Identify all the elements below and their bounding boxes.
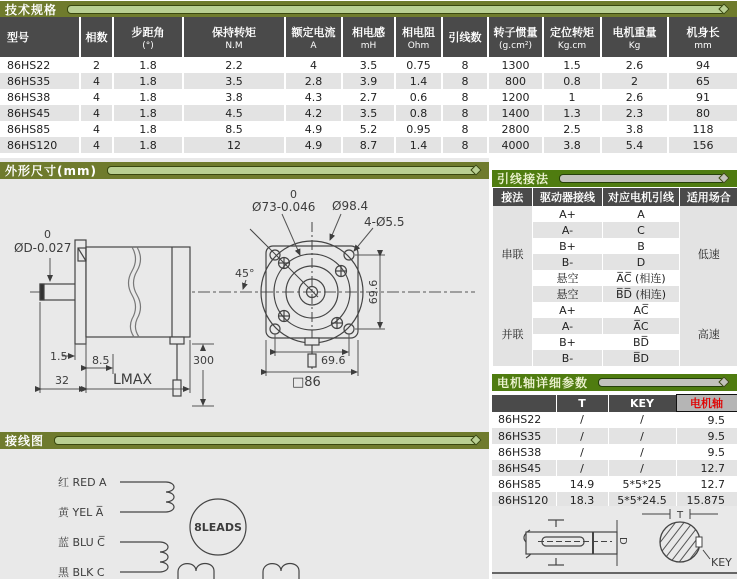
table-cell: 86HS85 [498, 477, 542, 491]
table-cell [492, 395, 556, 412]
table-row [0, 57, 737, 73]
table-cell: 2.6 [601, 57, 668, 73]
table-cell: / [556, 444, 608, 460]
shaft-param-table-body [492, 412, 737, 509]
section-title: 技术规格 [5, 3, 58, 17]
table-cell: 91 [668, 89, 737, 105]
table-cell: A- [533, 222, 603, 238]
table-cell: 电机轴 [676, 395, 737, 412]
table-cell: 8.7 [342, 137, 395, 153]
table-cell: 串联 [493, 206, 533, 302]
table-cell: 156 [668, 137, 737, 153]
table-cell: 2 [80, 57, 113, 73]
table-cell: 86HS120 [7, 138, 58, 152]
table-cell: 型号 [0, 17, 80, 57]
table-cell: 4.9 [285, 137, 342, 153]
table-row [0, 17, 737, 57]
table-cell: 86HS35 [7, 74, 51, 88]
header-stripe-decoration [598, 378, 726, 387]
table-cell: 引线数 [442, 17, 488, 57]
dim-boss-length: 8.5 [92, 354, 110, 367]
shaft-key-label: KEY [711, 556, 732, 569]
shaft-side-view [524, 520, 617, 566]
table-cell: 8 [442, 73, 488, 89]
table-cell: 8 [442, 105, 488, 121]
table-cell: 机身长 mm [668, 17, 737, 57]
table-cell: / [608, 428, 676, 444]
table-cell: 适用场合 [680, 188, 737, 206]
table-row [493, 206, 737, 222]
table-cell: 0.8 [543, 73, 601, 89]
section-header-outline [0, 162, 489, 179]
table-cell: 8.5 [183, 121, 285, 137]
table-cell: 5.2 [342, 121, 395, 137]
shaft-param-table-header [492, 395, 737, 412]
header-stripe-decoration [559, 174, 726, 183]
table-cell: 15.875 [676, 492, 737, 508]
table-cell: 转子惯量 (g.cm²) [488, 17, 543, 57]
lead-label-yellow: 黄 YEL A̅ [58, 506, 104, 519]
lead-label-black: 黑 BLK C [58, 566, 105, 579]
table-cell: 4000 [488, 137, 543, 153]
table-cell: 2 [601, 73, 668, 89]
table-cell: 9.5 [676, 412, 737, 429]
table-cell: B [603, 238, 680, 254]
table-cell: 4.3 [285, 89, 342, 105]
table-cell: 4 [80, 89, 113, 105]
table-cell: 86HS22 [498, 413, 542, 427]
table-cell: 4.2 [285, 105, 342, 121]
table-cell: 86HS45 [498, 461, 542, 475]
table-cell: 4 [80, 73, 113, 89]
dim-outer-diameter: Ø98.4 [332, 199, 369, 213]
table-cell: 118 [668, 121, 737, 137]
table-row [492, 428, 737, 444]
lead-label-red: 红 RED A [58, 476, 107, 489]
table-cell: 9.5 [676, 428, 737, 444]
table-cell: 0.8 [395, 105, 442, 121]
table-cell: 2.7 [342, 89, 395, 105]
table-cell: 1.8 [113, 89, 183, 105]
table-cell: 定位转矩 Kg.cm [543, 17, 601, 57]
table-cell: 4.5 [183, 105, 285, 121]
header-stripe-decoration [54, 436, 478, 445]
table-cell: 相电阻 Ohm [395, 17, 442, 57]
dim-zero-tolerance: 0 [290, 188, 297, 201]
shaft-param-table [492, 394, 737, 508]
table-cell: 86HS35 [498, 429, 542, 443]
table-cell: 高速 [680, 302, 737, 366]
table-cell: 3.9 [342, 73, 395, 89]
table-cell: B+ [533, 334, 603, 350]
table-cell: 86HS22 [7, 58, 51, 72]
table-cell: KEY [608, 395, 676, 412]
table-cell: 相电感 mH [342, 17, 395, 57]
section-title: 接线图 [5, 434, 45, 448]
table-cell: B- [533, 350, 603, 366]
table-cell: / [608, 460, 676, 476]
table-cell: / [608, 412, 676, 429]
table-cell: 2.6 [601, 89, 668, 105]
table-cell: 1.4 [395, 73, 442, 89]
table-cell: 12.7 [676, 476, 737, 492]
table-cell: 1.8 [113, 137, 183, 153]
section-header-specs [0, 1, 737, 18]
header-stripe-decoration [107, 166, 478, 175]
table-cell: 额定电流 A [285, 17, 342, 57]
table-cell: 3.5 [183, 73, 285, 89]
table-cell: 3.5 [342, 57, 395, 73]
table-cell: B+ [533, 238, 603, 254]
table-cell: 悬空 [533, 286, 603, 302]
table-cell: A̅C [603, 318, 680, 334]
table-cell: 5*5*24.5 [608, 492, 676, 508]
table-cell: A- [533, 318, 603, 334]
section-header-lead-method [492, 170, 737, 187]
table-row [492, 460, 737, 476]
spec-table-body [0, 57, 737, 153]
table-cell: 3.8 [183, 89, 285, 105]
table-cell: / [556, 412, 608, 429]
spec-table [0, 17, 737, 153]
section-header-wiring [0, 432, 489, 449]
section-title: 外形尺寸(mm) [5, 164, 97, 178]
table-cell: 86HS38 [498, 445, 542, 459]
dim-angle: 45° [235, 267, 255, 280]
table-cell: 94 [668, 57, 737, 73]
table-cell: 2.5 [543, 121, 601, 137]
table-cell: 步距角 (°) [113, 17, 183, 57]
table-cell: B̅D [603, 350, 680, 366]
table-cell: 4 [80, 137, 113, 153]
table-cell: 4 [80, 105, 113, 121]
table-cell: 3.5 [342, 105, 395, 121]
table-cell: 驱动器接线 [533, 188, 603, 206]
table-row [492, 412, 737, 429]
dim-zero-tolerance: 0 [44, 228, 51, 241]
table-cell: 86HS38 [7, 90, 51, 104]
front-view-dimension-lines [243, 214, 385, 376]
table-row [0, 73, 737, 89]
table-cell: 1.5 [543, 57, 601, 73]
table-cell: 1400 [488, 105, 543, 121]
dim-hole-pitch-vertical: 69.6 [367, 279, 380, 305]
table-cell: 5*5*25 [608, 476, 676, 492]
shaft-drawing-area [492, 506, 737, 579]
table-cell: 86HS85 [7, 122, 51, 136]
section-title: 引线接法 [497, 172, 550, 186]
table-cell: 8 [442, 121, 488, 137]
table-cell: 65 [668, 73, 737, 89]
lead-label-blue: 蓝 BLU C̅ [58, 536, 105, 549]
lead-method-table [492, 188, 737, 366]
dim-shaft-diameter: ØD-0.027 [14, 241, 72, 255]
table-cell: 悬空 [533, 270, 603, 286]
table-cell: A+ [533, 302, 603, 318]
table-cell: 1.8 [113, 121, 183, 137]
table-cell: 2.2 [183, 57, 285, 73]
table-cell: 8 [442, 89, 488, 105]
table-cell: 1200 [488, 89, 543, 105]
dim-square-size: □86 [292, 375, 321, 390]
table-cell: 1.4 [395, 137, 442, 153]
table-cell: AC̅ [603, 302, 680, 318]
table-cell: T [556, 395, 608, 412]
table-cell: 0.6 [395, 89, 442, 105]
table-row [0, 89, 737, 105]
outline-dimension-drawing [0, 184, 489, 429]
table-cell: 9.5 [676, 444, 737, 460]
spec-table-header [0, 17, 737, 57]
shaft-drawing [492, 506, 737, 579]
table-cell: 接法 [493, 188, 533, 206]
table-cell: 8 [442, 137, 488, 153]
motor-front-view [250, 222, 363, 369]
table-cell: 3.8 [601, 121, 668, 137]
table-cell: 800 [488, 73, 543, 89]
table-cell: 相数 [80, 17, 113, 57]
table-cell: 86HS45 [7, 106, 51, 120]
dim-shaft-length: 32 [55, 374, 69, 387]
table-row [493, 188, 737, 206]
table-cell: 对应电机引线 [603, 188, 680, 206]
table-cell: 5.4 [601, 137, 668, 153]
shaft-diameter-label: D [617, 537, 628, 545]
table-cell: 1.8 [113, 57, 183, 73]
table-cell: 2800 [488, 121, 543, 137]
table-cell: A+ [533, 206, 603, 222]
dim-hole-pitch-horizontal: 69.6 [321, 354, 346, 367]
table-row [0, 105, 737, 121]
table-cell: 12 [183, 137, 285, 153]
table-cell: 8 [442, 57, 488, 73]
table-cell: 1.3 [543, 105, 601, 121]
table-cell: 4.9 [285, 121, 342, 137]
dim-flange-thickness: 1.5 [50, 350, 68, 363]
shaft-flat-label: T [677, 510, 684, 521]
table-row [492, 395, 737, 412]
table-cell: D [603, 254, 680, 270]
wiring-diagram [0, 450, 489, 579]
table-cell: 18.3 [556, 492, 608, 508]
lead-bundle-label: 8LEADS [194, 521, 242, 534]
table-cell: A [603, 206, 680, 222]
table-cell: 12.7 [676, 460, 737, 476]
table-cell: 2.8 [285, 73, 342, 89]
table-cell: 86HS120 [498, 493, 549, 507]
right-panel [492, 158, 737, 579]
table-cell: C [603, 222, 680, 238]
header-stripe-decoration [67, 5, 726, 14]
table-row [0, 137, 737, 153]
table-cell: B̅D̅ (相连) [603, 286, 680, 302]
section-header-shaft-params [492, 374, 737, 391]
table-cell: 保持转矩 N.M [183, 17, 285, 57]
table-cell: 1300 [488, 57, 543, 73]
table-cell: 3.8 [543, 137, 601, 153]
table-cell: 并联 [493, 302, 533, 366]
table-cell: 0.75 [395, 57, 442, 73]
table-cell: 0.95 [395, 121, 442, 137]
table-cell: 4 [285, 57, 342, 73]
lead-method-table-header [493, 188, 737, 206]
table-cell: B- [533, 254, 603, 270]
table-cell: 低速 [680, 206, 737, 302]
table-cell: / [556, 460, 608, 476]
table-cell: A̅C̅ (相连) [603, 270, 680, 286]
table-cell: 4 [80, 121, 113, 137]
table-cell: 80 [668, 105, 737, 121]
table-row [492, 476, 737, 492]
table-row [493, 302, 737, 318]
dim-cable-length: 300 [193, 354, 214, 367]
section-title: 电机轴详细参数 [497, 376, 589, 390]
table-cell: 2.3 [601, 105, 668, 121]
table-row [492, 444, 737, 460]
table-cell: 1.8 [113, 73, 183, 89]
table-cell: 电机重量 Kg [601, 17, 668, 57]
table-cell: 14.9 [556, 476, 608, 492]
table-cell: / [608, 444, 676, 460]
shaft-cross-section [628, 509, 718, 576]
table-cell: 1.8 [113, 105, 183, 121]
table-cell: BD̅ [603, 334, 680, 350]
dim-body-length: LMAX [113, 372, 153, 388]
table-cell: / [556, 428, 608, 444]
table-row [0, 121, 737, 137]
table-cell: 1 [543, 89, 601, 105]
left-panel [0, 158, 489, 579]
lead-method-table-body [493, 206, 737, 366]
dim-pilot-diameter: Ø73-0.046 [252, 200, 316, 214]
dim-mounting-holes: 4-Ø5.5 [364, 215, 405, 229]
